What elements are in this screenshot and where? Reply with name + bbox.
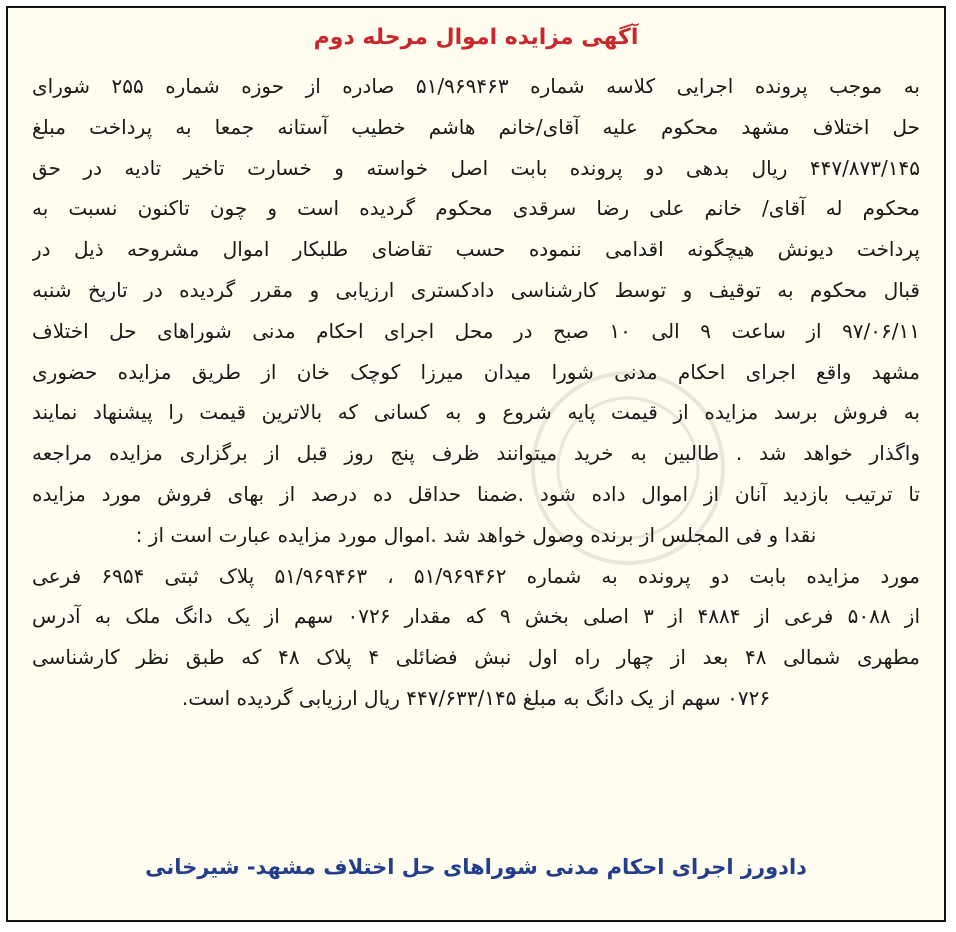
body-line: محکوم له آقای/ خانم علی رضا سرقدی محکوم گردیده است و چون تاکنون نسبت به — [32, 196, 920, 221]
notice-title: آگهی مزایده اموال مرحله دوم — [313, 25, 639, 50]
body-line: پرداخت دیونش هیچگونه اقدامی ننموده حسب تقاضای طلبکار اموال مشروحه ذیل در — [32, 237, 920, 262]
body-line: ۰۷۲۶ سهم از یک دانگ به مبلغ ۴۴۷/۶۳۳/۱۴۵ ریال ارزیابی گردیده است. — [181, 685, 771, 710]
body-line: واگذار خواهد شد . طالبین به خرید میتوانند ظرف پنج روز قبل از برگزاری مزایده مراجعه — [32, 441, 920, 466]
body-line: حل اختلاف مشهد محکوم علیه آقای/خانم هاشم خطیب آستانه جمعا به پرداخت مبلغ — [32, 114, 920, 139]
body-line: قبال محکوم به توقیف و توسط کارشناسی دادکستری ارزیابی و مقرر گردیده در تاریخ شنبه — [32, 277, 920, 302]
body-line: از ۵۰۸۸ فرعی از ۴۸۸۴ از ۳ اصلی بخش ۹ که مقدار ۰۷۲۶ سهم از یک دانگ ملک به آدرس — [32, 604, 920, 629]
body-line: به فروش برسد مزایده از قیمت پایه شروع و به کسانی که بالاترین قیمت را پیشنهاد نمایند — [32, 400, 920, 425]
body-line: مشهد واقع اجرای احکام مدنی شورا میدان میرزا کوچک خان از طریق مزایده حضوری — [32, 359, 920, 384]
notice-signature: دادورز اجرای احکام مدنی شوراهای حل اختلاف مشهد- شیرخانی — [145, 855, 807, 879]
body-line: تا ترتیب بازدید آنان از اموال داده شود .ضمنا حداقل ده درصد از بهای فروش مورد مزایده — [32, 481, 920, 506]
body-line: ۴۴۷/۸۷۳/۱۴۵ ریال بدهی دو پرونده بابت اصل خواسته و خسارت تاخیر تادیه در حق — [32, 155, 920, 180]
notice-body — [32, 66, 920, 719]
body-line: مورد مزایده بابت دو پرونده به شماره ۵۱/۹۶۹۴۶۲ ، ۵۱/۹۶۹۴۶۳ پلاک ثبتی ۶۹۵۴ فرعی — [32, 563, 920, 588]
body-line: مطهری شمالی ۴۸ بعد از چهار راه اول نبش فضائلی ۴ پلاک ۴۸ که طبق نظر کارشناسی — [32, 645, 920, 670]
notice-frame — [6, 6, 946, 922]
body-line: به موجب پرونده اجرایی کلاسه شماره ۵۱/۹۶۹۴۶۳ صادره از حوزه شماره ۲۵۵ شورای — [32, 74, 920, 98]
body-line: ۹۷/۰۶/۱۱ از ساعت ۹ الی ۱۰ صبح در محل اجرای احکام مدنی شوراهای حل اختلاف — [32, 318, 920, 343]
body-line: نقدا و فی المجلس از برنده وصول خواهد شد .اموال مورد مزایده عبارت است از : — [135, 522, 817, 547]
